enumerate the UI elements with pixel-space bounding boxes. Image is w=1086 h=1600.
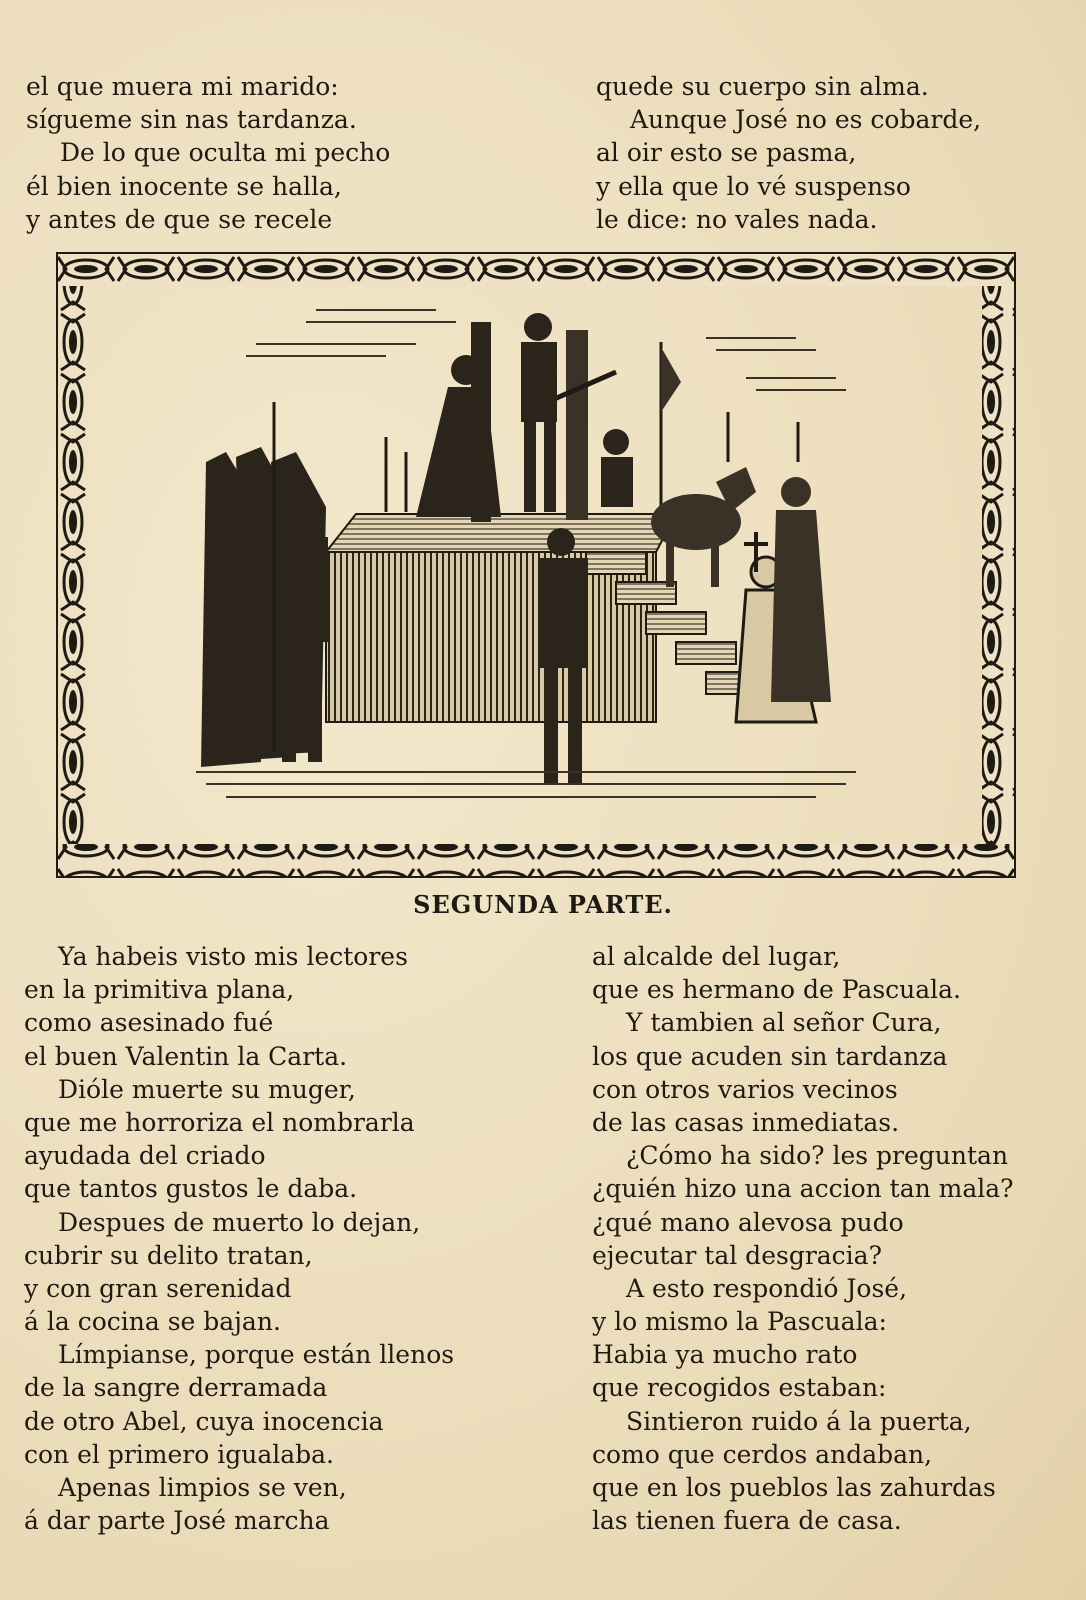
verse-line: ¿quién hizo una accion tan mala?	[592, 1174, 1014, 1204]
verse-line: cubrir su delito tratan,	[24, 1240, 313, 1270]
verse-line: Despues de muerto lo dejan,	[58, 1207, 421, 1237]
verse-column-top-left	[26, 70, 390, 236]
border-left	[56, 286, 90, 844]
verse-line: como que cerdos andaban,	[592, 1439, 933, 1469]
verse-line: en la primitiva plana,	[24, 975, 295, 1005]
verse-line: al oir esto se pasma,	[596, 138, 857, 168]
verse-line: le dice: no vales nada.	[596, 204, 878, 234]
verse-line: él bien inocente se halla,	[26, 171, 342, 201]
border-right	[982, 286, 1016, 844]
verse-line: Límpianse, porque están llenos	[58, 1340, 455, 1370]
verse-column-bottom-left	[24, 940, 454, 1537]
verse-line: de las casas inmediatas.	[592, 1107, 900, 1137]
verse-line: que es hermano de Pascuala.	[592, 975, 962, 1005]
verse-line: á dar parte José marcha	[24, 1506, 330, 1536]
verse-line: Ya habeis visto mis lectores	[58, 942, 408, 971]
verse-line: A esto respondió José,	[626, 1273, 908, 1303]
verse-line: ¿qué mano alevosa pudo	[592, 1207, 904, 1237]
verse-line: Apenas limpios se ven,	[58, 1473, 347, 1502]
verse-line: de la sangre derramada	[24, 1373, 328, 1403]
horse	[651, 467, 756, 587]
soldier-center	[538, 528, 588, 783]
verse-line: con otros varios vecinos	[592, 1074, 898, 1104]
verse-line: ejecutar tal desgracia?	[592, 1240, 882, 1270]
verse-line: las tienen fuera de casa.	[592, 1506, 902, 1536]
verse-line: ¿Cómo ha sido? les preguntan	[626, 1141, 1009, 1171]
verse-line: que me horroriza el nombrarla	[24, 1107, 415, 1137]
verse-line: de otro Abel, cuya inocencia	[24, 1406, 384, 1436]
verse-line: De lo que oculta mi pecho	[60, 138, 391, 168]
verse-line: Dióle muerte su muger,	[58, 1074, 356, 1104]
section-title: SEGUNDA PARTE.	[413, 890, 673, 919]
verse-line: Sintieron ruido á la puerta,	[626, 1406, 972, 1436]
woodcut-execution-scene	[56, 252, 1016, 878]
verse-line: con el primero igualaba.	[24, 1439, 334, 1469]
verse-line: Aunque José no es cobarde,	[630, 105, 982, 135]
verse-line: que recogidos estaban:	[592, 1373, 887, 1403]
soldier-with-flag	[601, 342, 681, 512]
verse-line: y lo mismo la Pascuala:	[592, 1307, 887, 1337]
ground	[196, 772, 856, 797]
scaffold	[326, 552, 656, 722]
verse-line: los que acuden sin tardanza	[592, 1041, 948, 1071]
verse-line: y con gran serenidad	[24, 1273, 292, 1303]
verse-line: Y tambien al señor Cura,	[626, 1008, 942, 1038]
verse-line: y ella que lo vé suspenso	[596, 171, 911, 201]
verse-line: el que muera mi marido:	[26, 72, 339, 101]
verse-column-bottom-right	[592, 940, 1014, 1537]
verse-line: y antes de que se recele	[26, 204, 333, 234]
verse-line: que en los pueblos las zahurdas	[592, 1473, 996, 1502]
verse-line: sígueme sin nas tardanza.	[26, 105, 357, 135]
verse-line: ayudada del criado	[24, 1141, 266, 1171]
verse-line: Habia ya mucho rato	[592, 1340, 858, 1370]
friar	[771, 477, 831, 702]
verse-line: al alcalde del lugar,	[592, 942, 841, 971]
verse-line: el buen Valentin la Carta.	[24, 1041, 348, 1071]
verse-column-top-right	[596, 70, 981, 236]
verse-line: á la cocina se bajan.	[24, 1307, 281, 1337]
border-bottom	[56, 844, 1016, 878]
border-top	[56, 252, 1016, 286]
verse-line: que tantos gustos le daba.	[24, 1174, 358, 1204]
verse-line: quede su cuerpo sin alma.	[596, 72, 929, 101]
verse-line: como asesinado fué	[24, 1008, 274, 1038]
